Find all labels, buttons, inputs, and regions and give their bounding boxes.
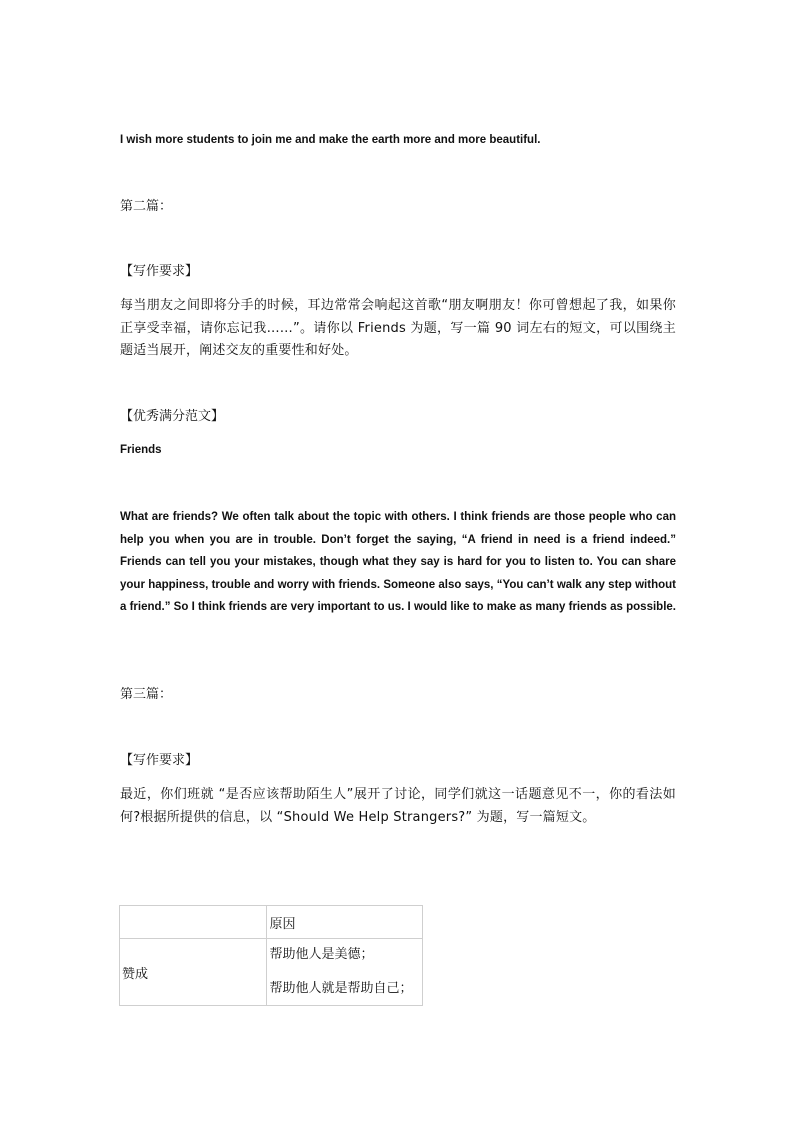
table-header-cell-reason: 原因 xyxy=(267,906,423,939)
essay-body: What are friends? We often talk about the topic with others. I think friends are those people who can help you when you are in trouble. Don’t forget the saying, “A friend in need is a friend indeed.” Friends can tell you your mistakes, though what they say is hard for you to listen to. You can share your happiness, trouble and worry with friends. Someone also says, “You can’t walk any step without a friend.” So I think friends are very important to us. I would like to make as many friends as possible. xyxy=(120,511,676,613)
section2-heading: 第二篇： xyxy=(120,199,173,214)
reason-item: 帮助他人就是帮助自己； xyxy=(269,981,413,996)
section3-requirement-label: 【写作要求】 xyxy=(120,753,199,768)
table-header-row xyxy=(120,906,423,939)
reason-table xyxy=(119,905,423,1006)
section2-requirement-label: 【写作要求】 xyxy=(120,264,199,279)
table-cell-reasons xyxy=(267,939,423,1006)
table-cell-stance: 赞成 xyxy=(120,939,267,1006)
section3-heading: 第三篇： xyxy=(120,687,173,702)
section3-requirement-text: 最近，你们班就 “是否应该帮助陌生人”展开了讨论，同学们就这一话题意见不一，你的看法如何?根据所提供的信息，以 “Should We Help Strangers?” 为题，写一篇短文。 xyxy=(120,787,676,825)
reason-item: 帮助他人是美德； xyxy=(269,947,374,962)
table-row xyxy=(120,939,423,1006)
table-header-cell-empty xyxy=(120,906,267,939)
section2-requirement-text: 每当朋友之间即将分手的时候，耳边常常会响起这首歌“朋友啊朋友！你可曾想起了我，如果你正享受幸福，请你忘记我……”。请你以 Friends 为题，写一篇 90 词左右的短文，可以围绕主题适当展开，阐述交友的重要性和好处。 xyxy=(120,298,676,358)
section2-sample-label: 【优秀满分范文】 xyxy=(120,409,225,424)
essay-title: Friends xyxy=(120,444,162,456)
intro-sentence: I wish more students to join me and make the earth more and more beautiful. xyxy=(120,134,541,146)
